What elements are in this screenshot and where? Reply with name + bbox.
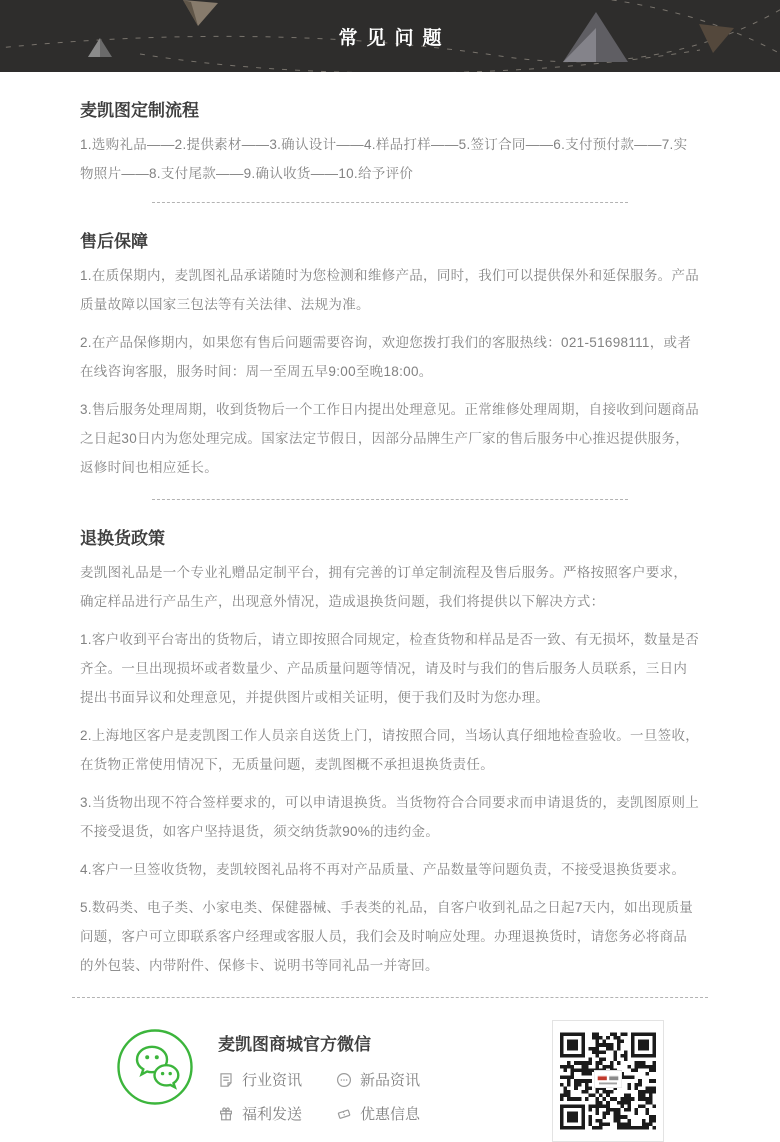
new-badge-icon: [336, 1072, 352, 1088]
page-title: 常见问题: [338, 27, 451, 49]
benefit-item: [218, 1103, 336, 1124]
wechat-footer: [0, 998, 780, 1142]
qr-code-frame: [552, 1020, 664, 1142]
gift-icon: [218, 1106, 234, 1122]
wechat-title: 麦凯图商城官方微信: [218, 1035, 371, 1054]
section-paragraph: 3.售后服务处理周期，收到货物后一个工作日内提出处理意见。正常维修处理周期，自接收到问题商品之日起30日内为您处理完成。国家法定节假日，因部分品牌生产厂家的售后服务中心推迟提供服务，返修时间也相应延长。: [80, 402, 700, 475]
section-heading: 售后保障: [80, 232, 148, 251]
benefit-label: 优惠信息: [360, 1106, 421, 1123]
dashed-divider: [152, 202, 628, 203]
document-icon: [218, 1072, 234, 1088]
benefit-label: 行业资讯: [242, 1072, 303, 1089]
wechat-info: [194, 1020, 552, 1124]
benefit-label: 新品资讯: [360, 1072, 421, 1089]
qr-code: [560, 1027, 656, 1135]
benefit-label: 福利发送: [242, 1106, 303, 1123]
section-paragraph: 2.在产品保修期内，如果您有售后问题需要咨询，欢迎您拨打我们的客服热线：021-51698111，或者在线咨询客服，服务时间：周一至周五早9:00至晚18:00。: [80, 335, 692, 379]
wechat-icon: [116, 1028, 194, 1106]
section-heading: 麦凯图定制流程: [80, 101, 199, 120]
benefit-item: [336, 1069, 454, 1090]
page-header: [0, 0, 780, 72]
benefit-grid: [218, 1069, 552, 1124]
section-heading: 退换货政策: [80, 529, 165, 548]
section-aftersales: [80, 227, 700, 482]
faq-content: [0, 96, 780, 980]
section-paragraph: 4.客户一旦签收货物，麦凯较图礼品将不再对产品质量、产品数量等问题负责，不接受退换货要求。: [80, 862, 686, 877]
coupon-icon: [336, 1106, 352, 1122]
dashed-divider: [152, 499, 628, 500]
section-paragraph: 3.当货物出现不符合签样要求的，可以申请退换货。当货物符合合同要求而申请退货的，麦凯图原则上不接受退货，如客户坚持退货，须交纳货款90%的违约金。: [80, 795, 700, 839]
section-return-policy: [80, 524, 700, 980]
benefit-item: [218, 1069, 336, 1090]
section-paragraph: 1.客户收到平台寄出的货物后，请立即按照合同规定，检查货物和样品是否一致、有无损坏，数量是否齐全。一旦出现损坏或者数量少、产品质量问题等情况，请及时与我们的售后服务人员联系，三日内提出书面异议和处理意见，并提供图片或相关证明，便于我们及时为您办理。: [80, 632, 700, 705]
benefit-item: [336, 1103, 454, 1124]
section-paragraph: 麦凯图礼品是一个专业礼赠品定制平台，拥有完善的订单定制流程及售后服务。严格按照客户要求，确定样品进行产品生产，出现意外情况，造成退换货问题，我们将提供以下解决方式：: [80, 565, 688, 609]
section-paragraph: 1.选购礼品——2.提供素材——3.确认设计——4.样品打样——5.签订合同——6.支付预付款——7.实物照片——8.支付尾款——9.确认收货——10.给予评价: [80, 137, 688, 181]
section-custom-process: [80, 96, 700, 188]
section-paragraph: 5.数码类、电子类、小家电类、保健器械、手表类的礼品，自客户收到礼品之日起7天内，如出现质量问题，客户可立即联系客户经理或客服人员，我们会及时响应处理。办理退换货时，请您务必将商品的外包装、内带附件、保修卡、说明书等同礼品一并寄回。: [80, 900, 694, 973]
section-paragraph: 2.上海地区客户是麦凯图工作人员亲自送货上门，请按照合同，当场认真仔细地检查验收。一旦签收，在货物正常使用情况下，无质量问题，麦凯图概不承担退换货责任。: [80, 728, 700, 772]
section-paragraph: 1.在质保期内，麦凯图礼品承诺随时为您检测和维修产品，同时，我们可以提供保外和延保服务。产品质量故障以国家三包法等有关法律、法规为准。: [80, 268, 700, 312]
